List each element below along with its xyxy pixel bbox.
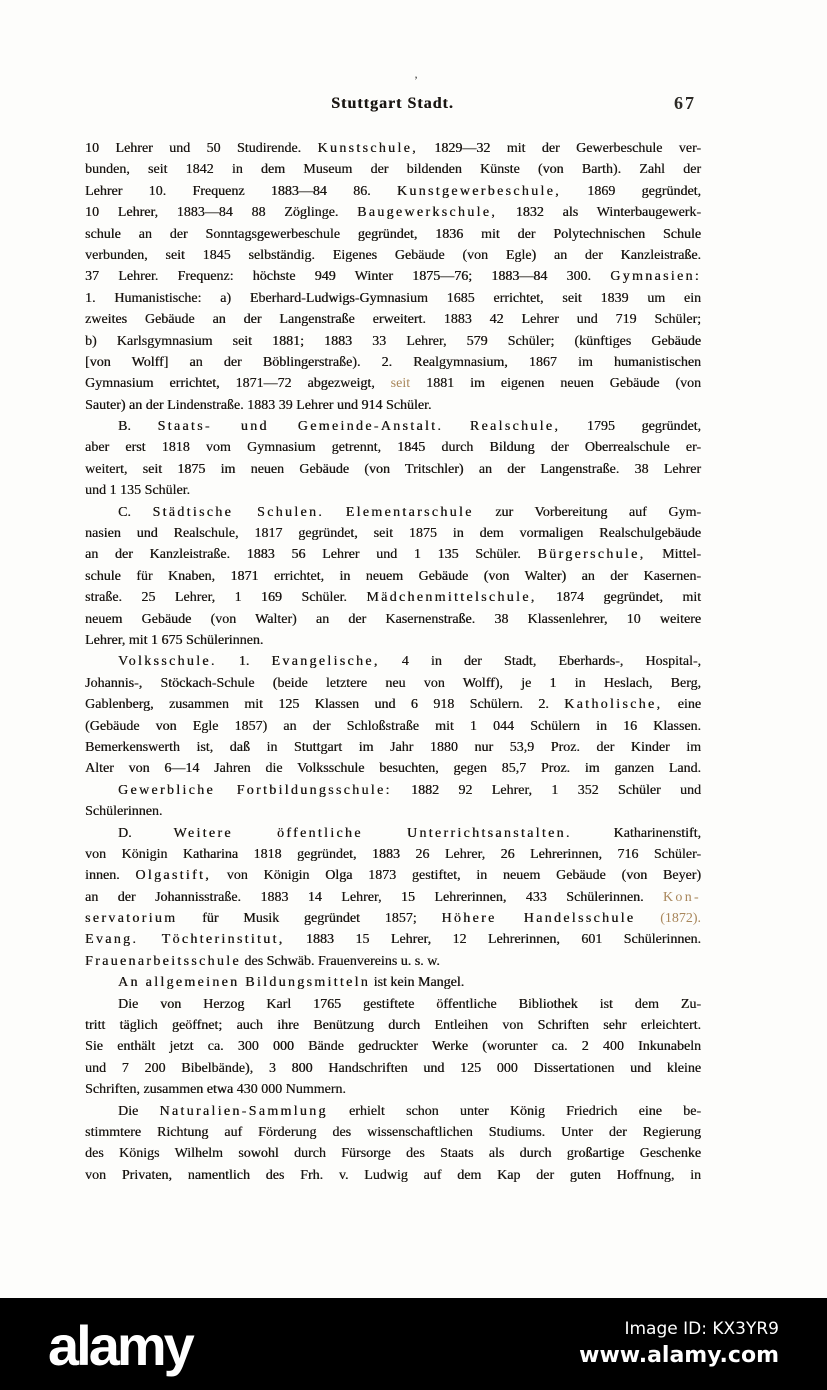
text-segment: 10 Lehrer, 1883—84 88 Zöglinge. (85, 205, 358, 221)
text-line (85, 1058, 701, 1079)
text-segment: verbunden, seit 1845 selbständig. Eigenes Gebäude (von Egle) an der Kanzleistraße. (85, 247, 701, 263)
text-segment: des Königs Wilhelm sowohl durch Fürsorge des Staats als durch großartige Geschenke (85, 1146, 701, 1162)
watermark-info (579, 1318, 779, 1370)
text-line (85, 266, 701, 287)
text-segment: D. (118, 825, 174, 841)
paragraph (85, 1101, 701, 1187)
text-line (85, 352, 701, 373)
alamy-logo: alamy (48, 1314, 192, 1377)
letterspaced-text: servatorium (85, 911, 178, 927)
text-segment: 1832 als Winterbaugewerk- (497, 205, 701, 221)
text-segment: 1829—32 mit der Gewerbeschule ver- (417, 141, 701, 156)
text-line (85, 865, 701, 886)
paragraph (85, 138, 701, 416)
image-id-text: Image ID: KX3YR9 (624, 1318, 779, 1339)
text-segment: Sauter) an der Lindenstraße. 1883 39 Lehrer und 914 Schüler. (85, 397, 432, 413)
text-line (85, 566, 701, 587)
text-segment: (Gebäude von Egle 1857) an der Schloßstraße mit 1 044 Schülern in 16 Klassen. (85, 718, 701, 734)
text-segment: Lehrer, mit 1 675 Schülerinnen. (85, 632, 264, 648)
paragraph (85, 972, 701, 993)
text-segment: von Königin Katharina 1818 gegründet, 1883 26 Lehrer, 26 Lehrerinnen, 716 Schüler- (85, 846, 701, 862)
text-line (85, 138, 701, 159)
text-line (85, 587, 701, 608)
text-segment: seit (390, 376, 411, 392)
letterspaced-text: Kon- (662, 889, 701, 905)
text-line (85, 1015, 701, 1036)
text-line (85, 737, 701, 758)
text-segment: des Schwäb. Frauenvereins u. s. w. (240, 953, 440, 969)
text-segment: Bemerkenswerth ist, daß in Stuttgart im Jahr 1880 nur 53,9 Proz. der Kinder im (85, 739, 701, 755)
text-line (85, 373, 701, 394)
text-segment: 1. Humanistische: a) Eberhard-Ludwigs-Gymnasium 1685 errichtet, seit 1839 um ein (85, 290, 701, 306)
text-segment (443, 419, 470, 434)
text-segment: 10 Lehrer und 50 Studirende. (85, 141, 318, 156)
letterspaced-text: Städtische Schulen. (152, 504, 325, 520)
text-segment: bunden, seit 1842 in dem Museum der bildenden Künste (von Barth). Zahl der (85, 162, 701, 178)
page-body-text (85, 138, 701, 1186)
letterspaced-text: Realschule, (469, 419, 561, 435)
text-line (85, 994, 701, 1015)
text-line (85, 951, 701, 972)
page-number: 67 (674, 93, 696, 113)
letterspaced-text: Gewerbliche Fortbildungsschule: (118, 782, 392, 798)
text-line (85, 288, 701, 309)
letterspaced-text: Evangelische, (271, 654, 380, 670)
text-line (85, 908, 701, 929)
paragraph (85, 651, 701, 779)
text-segment: Mittel- (645, 547, 701, 563)
text-line (85, 202, 701, 223)
paragraph (85, 823, 701, 973)
text-segment: innen. (85, 868, 136, 884)
text-segment: von Privaten, namentlich des Frh. v. Ludwig auf dem Kap der guten Hoffnung, in (85, 1167, 701, 1183)
text-segment: stimmtere Richtung auf Förderung des wissenschaftlichen Studiums. Unter der Regierung (85, 1124, 701, 1140)
letterspaced-text: Frauenarbeitsschule (85, 953, 241, 969)
text-segment: Schriften, zusammen etwa 430 000 Nummern. (85, 1082, 346, 1098)
letterspaced-text: Volksschule. (118, 654, 217, 670)
text-line (85, 480, 701, 501)
text-segment: 1795 gegründet, (560, 419, 702, 435)
text-line (85, 758, 701, 779)
text-segment: 1. (216, 654, 272, 670)
text-line (85, 651, 701, 672)
text-line (85, 502, 701, 523)
letterspaced-text: Baugewerkschule, (357, 205, 498, 221)
text-line (85, 673, 701, 694)
text-line (85, 181, 701, 202)
text-segment: 1883 15 Lehrer, 12 Lehrerinnen, 601 Schülerinnen. (284, 932, 701, 948)
text-segment (635, 911, 660, 926)
text-line (85, 523, 701, 544)
text-segment: tritt täglich geöffnet; auch ihre Benützung durch Entleihen von Schriften sehr erleichtert. (85, 1018, 701, 1034)
text-line (85, 1079, 701, 1100)
paragraph (85, 994, 701, 1101)
text-line (85, 801, 701, 822)
letterspaced-text: Mädchenmittelschule, (366, 590, 537, 606)
text-segment: weitert, seit 1875 im neuen Gebäude (von Tritschler) an der Langenstraße. 38 Lehrer (85, 461, 701, 477)
letterspaced-text: Staats- und Gemeinde-Anstalt. (157, 419, 444, 435)
letterspaced-text: An allgemeinen Bildungsmitteln (118, 975, 371, 991)
text-segment: neuem Gebäude (von Walter) an der Kasernenstraße. 38 Klassenlehrer, 10 weitere (85, 611, 701, 627)
text-line (85, 459, 701, 480)
text-segment: schule für Knaben, 1871 errichtet, in neuem Gebäude (von Walter) an der Kasernen- (85, 568, 701, 584)
text-line (85, 1143, 701, 1164)
letterspaced-text: Katholische, (564, 697, 663, 713)
text-line (85, 609, 701, 630)
running-title: Stuttgart Stadt. (331, 95, 454, 112)
text-segment: 1882 92 Lehrer, 1 352 Schüler und (391, 782, 701, 798)
text-line (85, 1165, 701, 1186)
text-segment: eine (662, 697, 701, 713)
text-segment: und 7 200 Bibelbände), 3 800 Handschriften und 125 000 Dissertationen und kleine (85, 1060, 701, 1076)
text-segment: Johannis-, Stöckach-Schule (beide letztere neu von Wolff), je 1 in Heslach, Berg, (85, 675, 701, 691)
letterspaced-text: Evang. Töchterinstitut, (85, 932, 285, 948)
text-segment: C. (118, 504, 153, 520)
letterspaced-text: Kunstgewerbeschule, (396, 183, 561, 199)
stray-ink-mark: ’ (414, 73, 418, 87)
text-line (85, 1122, 701, 1143)
text-segment: an der Johannisstraße. 1883 14 Lehrer, 15 Lehrerinnen, 433 Schülerinnen. (85, 889, 663, 905)
letterspaced-text: Olgastift, (135, 868, 211, 884)
text-segment: b) Karlsgymnasium seit 1881; 1883 33 Lehrer, 579 Schüler; (künftiges Gebäude (85, 333, 701, 349)
text-segment: nasien und Realschule, 1817 gegründet, seit 1875 in dem vormaligen Realschulgebäude (85, 526, 701, 542)
text-line (85, 1036, 701, 1057)
alamy-url-text: www.alamy.com (579, 1342, 779, 1368)
text-segment: für Musik gegründet 1857; (177, 911, 442, 927)
text-segment: Alter von 6—14 Jahren die Volksschule besuchten, gegen 85,7 Proz. im ganzen Land. (85, 761, 701, 777)
text-segment: straße. 25 Lehrer, 1 169 Schüler. (85, 590, 367, 606)
letterspaced-text: Weitere öffentliche Unterrichtsanstalten. (173, 825, 572, 841)
text-segment: erhielt schon unter König Friedrich eine be- (327, 1103, 701, 1119)
text-segment: 1869 gegründet, (560, 183, 701, 199)
text-segment: Lehrer 10. Frequenz 1883—84 86. (85, 183, 397, 199)
alamy-watermark-bar (0, 1298, 827, 1390)
text-segment: ist kein Mangel. (370, 975, 465, 991)
paragraph (85, 780, 701, 823)
text-segment: Die von Herzog Karl 1765 gestiftete öffentliche Bibliothek ist dem Zu- (118, 996, 701, 1012)
text-line (85, 159, 701, 180)
text-line (85, 331, 701, 352)
letterspaced-text: Gymnasien: (610, 269, 701, 285)
text-line (85, 416, 701, 437)
text-segment: Die (118, 1103, 160, 1119)
text-line (85, 630, 701, 651)
letterspaced-text: Naturalien-Sammlung (159, 1103, 328, 1119)
text-segment: 1874 gegründet, mit (536, 590, 701, 606)
text-segment: Katharinenstift, (571, 825, 701, 841)
letterspaced-text: Elementarschule (345, 504, 474, 520)
text-line (85, 780, 701, 801)
text-line (85, 395, 701, 416)
text-segment: aber erst 1818 vom Gymnasium getrennt, 1845 durch Bildung der Oberrealschule er- (85, 440, 701, 456)
text-line (85, 887, 701, 908)
text-line (85, 224, 701, 245)
text-segment: B. (118, 419, 158, 435)
text-segment: 37 Lehrer. Frequenz: höchste 949 Winter 1875—76; 1883—84 300. (85, 269, 611, 285)
text-line (85, 929, 701, 950)
letterspaced-text: Höhere Handelsschule (441, 911, 636, 927)
text-segment: von Königin Olga 1873 gestiftet, in neuem Gebäude (von Beyer) (210, 868, 701, 884)
text-segment: zweites Gebäude an der Langenstraße erweitert. 1883 42 Lehrer und 719 Schüler; (85, 312, 701, 328)
text-line (85, 544, 701, 565)
text-segment: Gablenberg, zusammen mit 125 Klassen und 6 918 Schülern. 2. (85, 697, 565, 713)
text-line (85, 716, 701, 737)
text-line (85, 844, 701, 865)
text-segment: zur Vorbereitung auf Gym- (473, 504, 701, 520)
text-segment: (1872). (660, 911, 702, 927)
paragraph (85, 502, 701, 652)
text-segment (324, 505, 346, 520)
text-line (85, 972, 701, 993)
text-segment: [von Wolff] an der Böblingerstraße). 2. Realgymnasium, 1867 im humanistischen (85, 354, 701, 370)
text-segment: Schülerinnen. (85, 804, 163, 820)
text-segment: 1881 im eigenen neuen Gebäude (von (410, 376, 701, 392)
text-line (85, 694, 701, 715)
letterspaced-text: Bürgerschule, (537, 547, 646, 563)
text-segment: an der Kanzleistraße. 1883 56 Lehrer und 1 135 Schüler. (85, 547, 538, 563)
text-segment: und 1 135 Schüler. (85, 483, 190, 499)
text-line (85, 437, 701, 458)
paragraph (85, 416, 701, 502)
text-segment: schule an der Sonntagsgewerbeschule gegründet, 1836 mit der Polytechnischen Schule (85, 226, 701, 242)
text-segment: 4 in der Stadt, Eberhards-, Hospital-, (379, 654, 701, 670)
text-segment: Sie enthält jetzt ca. 300 000 Bände gedruckter Werke (worunter ca. 2 400 Inkunabeln (85, 1039, 701, 1055)
text-line (85, 309, 701, 330)
text-line (85, 1101, 701, 1122)
text-line (85, 823, 701, 844)
letterspaced-text: Kunstschule, (317, 141, 418, 156)
page-header (85, 73, 700, 121)
text-segment: Gymnasium errichtet, 1871—72 abgezweigt, (85, 376, 391, 392)
text-line (85, 245, 701, 266)
